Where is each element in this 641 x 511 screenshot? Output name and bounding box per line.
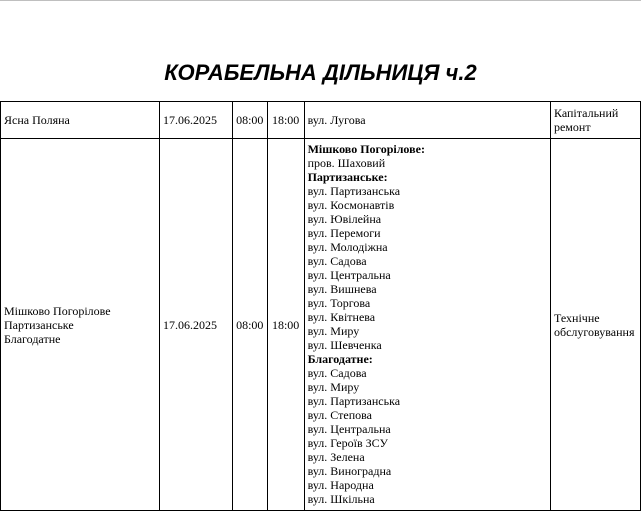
end-time-cell: 18:00 [267,139,304,511]
settlement-name: Благодатне [4,331,61,346]
street-name: вул. Садова [307,366,367,380]
start-time-cell: 08:00 [232,139,267,511]
table-row [1,102,641,139]
settlement-name: Ясна Поляна [4,113,70,127]
settlement-name: Мішково Погорілове [4,303,111,318]
outage-schedule-table [0,101,641,511]
street-name: вул. Виноградна [307,464,392,478]
street-name: вул. Зелена [307,450,365,464]
work-type-line: ремонт [553,120,591,134]
work-type-cell [550,102,640,139]
settlement-heading: Мішково Погорілове: [307,142,425,156]
settlement-heading: Партизанське: [307,170,388,184]
street-name: вул. Торгова [307,296,371,310]
streets-cell [304,102,550,139]
start-time-cell: 08:00 [232,102,267,139]
street-name: вул. Вишнева [307,282,377,296]
settlement-name: Партизанське [4,317,74,332]
top-divider-line [0,0,641,1]
street-name: вул. Центральна [307,422,391,436]
street-name: вул. Молодіжна [307,240,388,254]
street-name: вул. Центральна [307,268,391,282]
street-name: вул. Народна [307,478,374,492]
street-name: вул. Садова [307,254,367,268]
work-type-cell [550,139,640,511]
street-name: вул. Героїв ЗСУ [307,436,388,450]
street-name: пров. Шаховий [307,156,386,170]
work-type-line: Капітальний [553,106,619,120]
street-name: вул. Ювілейна [307,212,382,226]
table-row [1,139,641,511]
date-cell: 17.06.2025 [159,139,232,511]
street-name: вул. Шкільна [307,492,375,506]
page-title: КОРАБЕЛЬНА ДІЛЬНИЦЯ ч.2 [164,60,477,85]
streets-cell [304,139,550,511]
work-type-line: обслуговування [553,324,635,339]
street-name: вул. Степова [307,408,372,422]
street-name: вул. Миру [307,324,360,338]
street-name: вул. Квітнева [307,310,376,324]
settlement-cell [1,102,160,139]
end-time-cell: 18:00 [267,102,304,139]
work-type-line: Технічне [553,310,600,325]
date-cell: 17.06.2025 [159,102,232,139]
street-name: вул. Партизанська [307,394,401,408]
street-name: вул. Партизанська [307,184,401,198]
street-name: вул. Шевченка [307,338,382,352]
street-name: вул. Лугова [307,113,366,127]
street-name: вул. Миру [307,380,360,394]
settlement-cell [1,139,160,511]
street-name: вул. Космонавтів [307,198,395,212]
settlement-heading: Благодатне: [307,352,373,366]
street-name: вул. Перемоги [307,226,381,240]
